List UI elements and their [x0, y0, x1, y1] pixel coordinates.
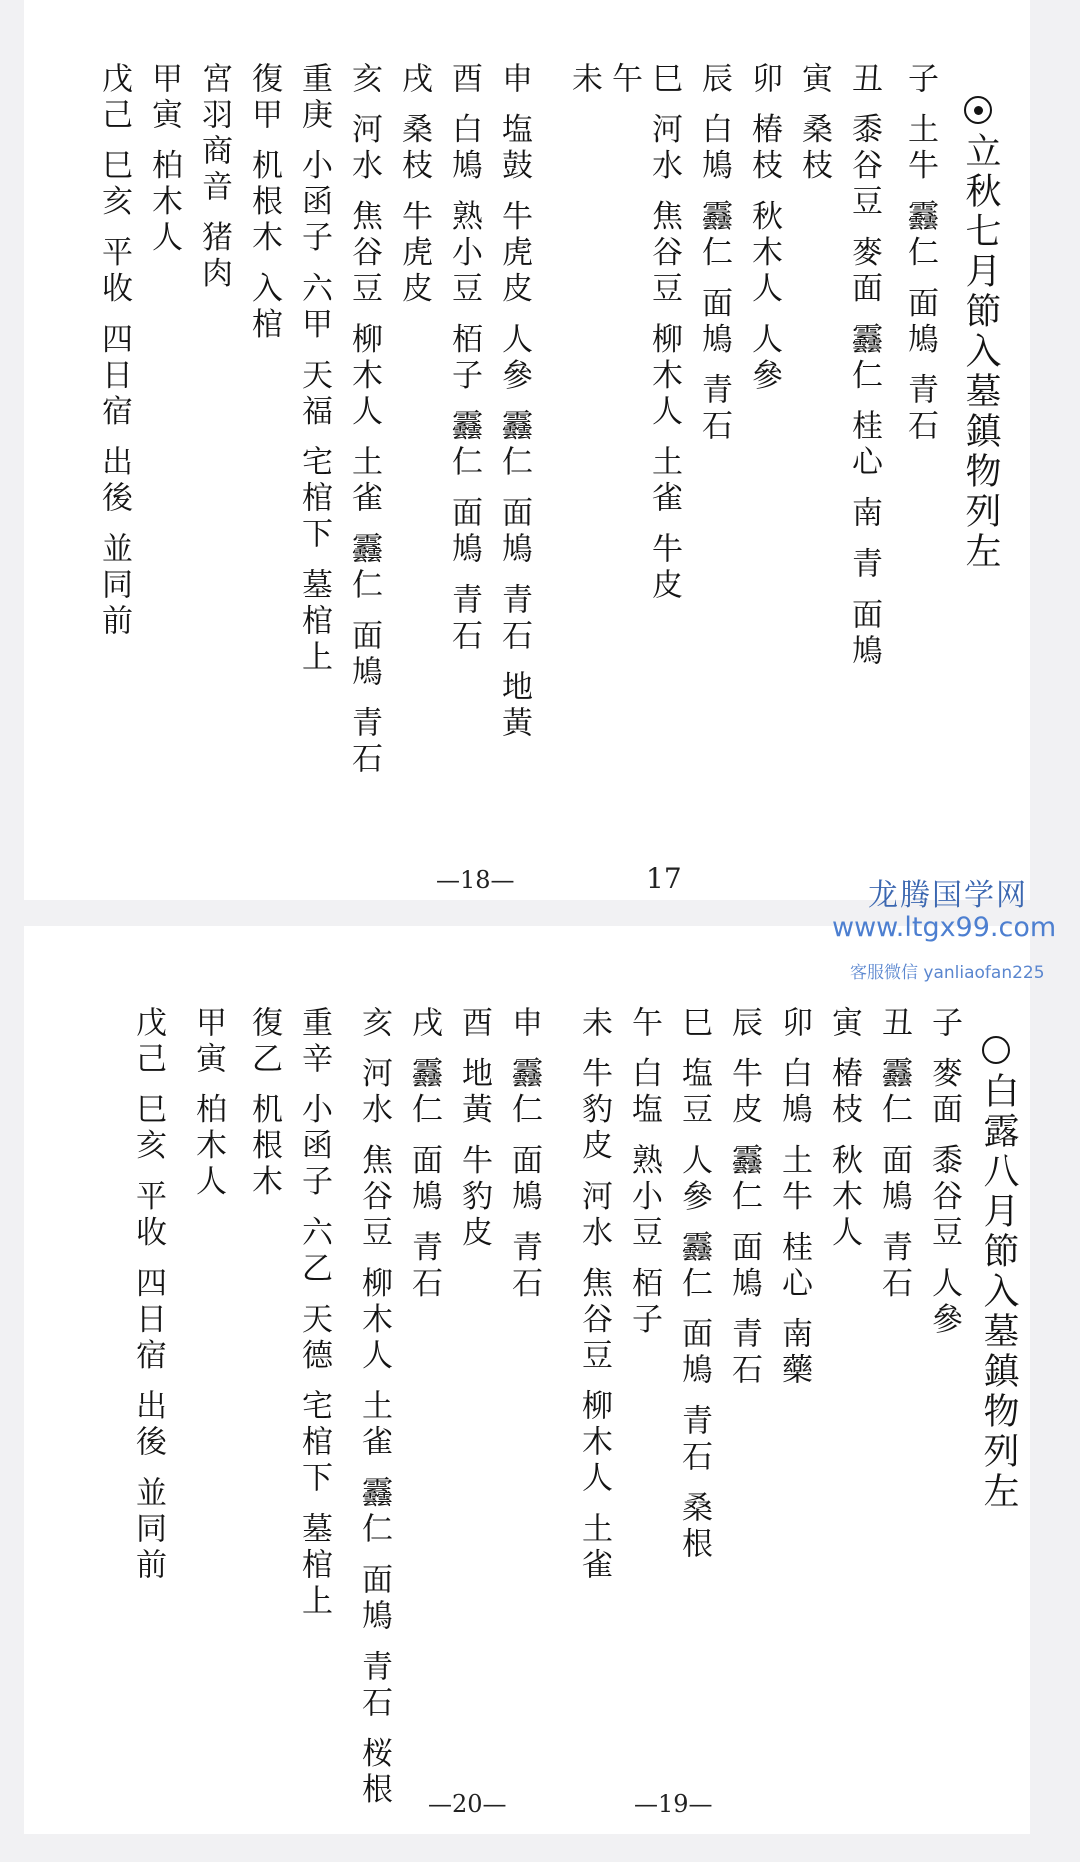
circle-mark-icon: [982, 1036, 1010, 1064]
bottom-column-9: 申 䨺仁 面鳩 青石: [506, 1006, 542, 1303]
bottom-column-13: 重辛 小函子 六乙 天德 宅棺下 墓棺上: [296, 1006, 332, 1621]
top-column-12: 亥 河水 焦谷豆 柳木人 土雀 䨺仁 面鳩 青石: [346, 62, 382, 778]
top-page-number-right: 17: [646, 862, 682, 895]
bottom-column-3: 寅 椿枝 秋木人: [826, 1006, 862, 1252]
circle-dot-mark-icon: [964, 96, 992, 124]
top-page-number-left: —18—: [436, 866, 515, 894]
bottom-column-8: 未 牛豹皮 河水 焦谷豆 柳木人 土雀: [576, 1006, 612, 1585]
top-manuscript-page: [24, 0, 1030, 900]
top-column-9: 申 塩鼓 牛虎皮 人參 䨺仁 面鳩 青石 地黃: [496, 62, 532, 742]
top-column-10: 酉 白鳩 熟小豆 栢子 䨺仁 面鳩 青石: [446, 62, 482, 656]
top-column-7: 午: [606, 62, 642, 98]
bottom-column-1: 子 麥面 黍谷豆 人參: [926, 1006, 962, 1339]
top-column-17: 戊己 巳亥 平收 四日宿 出後 並同前: [96, 62, 132, 641]
top-column-8: 未: [566, 62, 602, 98]
bottom-page-title: 白露八月節入墓鎮物列左: [978, 1072, 1019, 1512]
watermark-url: www.ltgx99.com: [832, 912, 1057, 943]
top-column-13: 重庚 小函子 六甲 天福 宅棺下 墓棺上: [296, 62, 332, 677]
bottom-page-number-right: —19—: [634, 1790, 713, 1818]
top-column-1: 子 土牛 䨺仁 面鳩 青石: [902, 62, 938, 446]
bottom-column-6: 巳 塩豆 人參 䨺仁 面鳩 青石 桑根: [676, 1006, 712, 1564]
top-column-11: 戌 桑枝 牛虎皮: [396, 62, 432, 308]
bottom-column-10: 酉 地黃 牛豹皮: [456, 1006, 492, 1252]
bottom-column-5: 辰 牛皮 䨺仁 面鳩 青石: [726, 1006, 762, 1390]
watermark-contact: 客服微信 yanliaofan225: [850, 963, 1045, 983]
bottom-column-16: 戊己 巳亥 平收 四日宿 出後 並同前: [130, 1006, 166, 1585]
top-column-5: 辰 白鳩 䨺仁 面鳩 青石: [696, 62, 732, 446]
top-column-16: 甲寅 柏木人: [146, 62, 182, 257]
bottom-column-7: 午 白塩 熟小豆 栢子: [626, 1006, 662, 1339]
bottom-column-15: 甲寅 柏木人: [190, 1006, 226, 1201]
bottom-column-14: 復乙 机根木: [246, 1006, 282, 1201]
top-column-3: 寅 桑枝: [796, 62, 832, 185]
top-column-4: 卯 椿枝 秋木人 人參: [746, 62, 782, 395]
top-column-6: 巳 河水 焦谷豆 柳木人 土雀 牛皮: [646, 62, 682, 605]
watermark-site-name: 龙腾国学网: [868, 878, 1028, 913]
top-column-14: 復甲 机根木 入棺: [246, 62, 282, 344]
top-page-title: 立秋七月節入墓鎮物列左: [960, 132, 1001, 572]
bottom-page-number-left: —20—: [428, 1790, 507, 1818]
top-column-2: 丑 黍谷豆 麥面 䨺仁 桂心 南 青 面鳩: [846, 62, 882, 670]
bottom-column-11: 戌 䨺仁 面鳩 青石: [406, 1006, 442, 1303]
bottom-manuscript-page: [24, 926, 1030, 1834]
bottom-column-2: 丑 䨺仁 面鳩 青石: [876, 1006, 912, 1303]
bottom-column-4: 卯 白鳩 土牛 桂心 南藥: [776, 1006, 812, 1390]
bottom-column-12: 亥 河水 焦谷豆 柳木人 土雀 䨺仁 面鳩 青石 桜根: [356, 1006, 392, 1809]
top-column-15: 宮羽商音 猪肉: [196, 62, 232, 293]
